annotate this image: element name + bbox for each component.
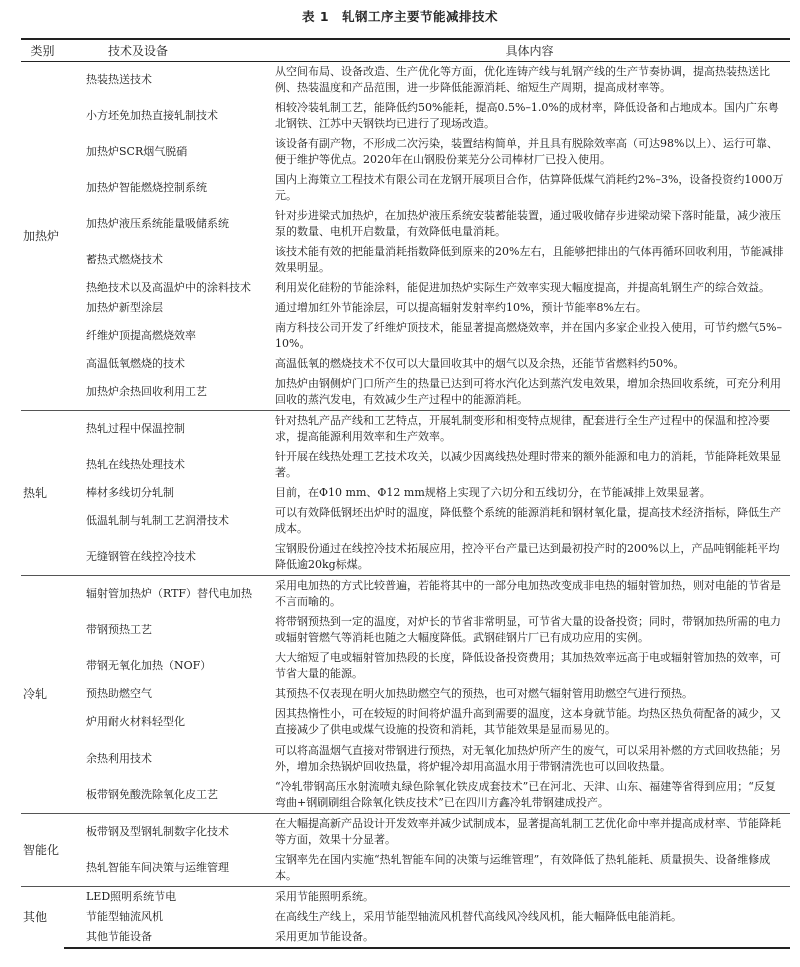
technology-cell: 其他节能设备 <box>64 927 269 948</box>
table-row <box>21 612 790 648</box>
content-cell: 将带钢预热到一定的温度，对炉长的节省非常明显，可节省大量的设备投资；同时，带钢加热所需的电力或辐射管燃气等消耗也随之大幅度降低。武钢硅钢片厂已有成功应用的实例。 <box>275 614 781 644</box>
table-row <box>21 777 790 814</box>
technology-cell: 热轧在线热处理技术 <box>86 457 185 471</box>
table-row <box>21 354 790 374</box>
content-cell: 针对热轧产品产线和工艺特点，开展轧制变形和相变特点规律，配套进行全生产过程中的保温和控冷要求，提高能源利用效率和生产效率。 <box>269 410 790 447</box>
content-cell: 加热炉由钢侧炉门口所产生的热量已达到可将水汽化达到蒸汽发电效果，增加余热回收系统，可充分利用回收的蒸汽发电，有效减少生产过程中的能源消耗。 <box>275 376 781 406</box>
technology-cell: 热绝技术以及高温炉中的涂料技术 <box>86 280 251 294</box>
technology-cell: 小方坯免加热直接轧制技术 <box>86 108 218 122</box>
content-cell: 国内上海策立工程技术有限公司在龙钢开展项目合作，估算降低煤气消耗约2%–3%，设备投资约1000万元。 <box>275 172 784 202</box>
table-row <box>21 907 790 927</box>
table-row <box>21 298 790 318</box>
content-cell: 从空间布局、设备改造、生产优化等方面，优化连铸产线与轧钢产线的生产节奏协调，提高热装热送比例、热装温度和产品范围，进一步降低能源消耗、缩短生产周期，提高成材率等。 <box>275 64 770 94</box>
technology-cell: 预热助燃空气 <box>86 686 152 700</box>
content-cell: 采用更加节能设备。 <box>269 927 790 948</box>
table-row <box>21 704 790 741</box>
table-row <box>21 539 790 576</box>
content-cell: 相较冷装轧制工艺，能降低约50%能耗，提高0.5%–1.0%的成材率，降低设备和占地成本。国内广东粤北钢铁、江苏中天钢铁均已进行了现场改造。 <box>275 100 779 130</box>
technology-cell: 炉用耐火材料轻型化 <box>86 715 185 728</box>
technology-cell: 棒材多线切分轧制 <box>86 485 174 499</box>
table-row <box>21 410 790 447</box>
category-cell: 冷轧 <box>21 575 64 813</box>
table-row <box>21 684 790 704</box>
technology-cell: 带钢预热工艺 <box>86 622 152 636</box>
technology-cell: 热装热送技术 <box>86 72 152 86</box>
technology-cell: 无缝钢管在线控冷技术 <box>86 549 196 563</box>
table-caption: 表 1 轧钢工序主要节能减排技术 <box>301 9 499 24</box>
table-row <box>21 318 790 354</box>
table-body <box>21 61 790 948</box>
technology-cell: 板带钢免酸洗除氧化皮工艺 <box>86 787 218 801</box>
table-row <box>21 447 790 483</box>
content-cell: 可以有效降低钢坯出炉时的温度，降低整个系统的能源消耗和钢材氧化量，提高技术经济指标，降低生产成本。 <box>275 505 781 535</box>
technology-cell: 热轧过程中保温控制 <box>64 410 269 447</box>
category-cell: 其他 <box>21 886 64 948</box>
table-row <box>21 61 790 98</box>
content-cell: 该设备有副产物，不形成二次污染，装置结构简单，并且具有脱除效率高（可达98%以上）、运行可靠、便于维护等优点。2020年在山钢股份莱芜分公司棒材厂已投入使用。 <box>275 136 778 166</box>
content-cell: 针对步进梁式加热炉，在加热炉液压系统安装蓄能装置，通过吸收储存步进梁动梁下落时能量，减少液压泵的数量、电机开启数量，有效降低电量消耗。 <box>275 208 781 238</box>
technology-cell: 余热利用技术 <box>86 751 152 765</box>
content-cell: 宝钢股份通过在线控冷技术拓展应用，控冷平台产量已达到最初投产时的200%以上，产品吨钢能耗平均降低逾20kg标煤。 <box>275 541 780 571</box>
category-cell: 智能化 <box>21 813 64 886</box>
technology-cell: 辐射管加热炉（RTF）替代电加热 <box>64 575 269 612</box>
content-cell: 其预热不仅表现在明火加热助燃空气的预热，也可对燃气辐射管用助燃空气进行预热。 <box>275 686 693 700</box>
table-row <box>21 503 790 539</box>
technology-cell: 低温轧制与轧制工艺润滑技术 <box>86 513 229 527</box>
header-category: 类别 <box>21 39 64 61</box>
technology-cell: 热轧智能车间决策与运维管理 <box>86 860 229 874</box>
table-header <box>21 39 790 61</box>
content-cell: 针开展在线热处理工艺技术攻关，以减少因离线热处理时带来的额外能源和电力的消耗，节能降耗效果显著。 <box>275 449 781 479</box>
table-row <box>21 813 790 850</box>
table-row <box>21 648 790 684</box>
energy-saving-table <box>21 38 790 949</box>
content-cell: 通过增加红外节能涂层，可以提高辐射发射率约10%，预计节能率8%左右。 <box>275 300 647 314</box>
table-row <box>21 927 790 948</box>
content-cell: 宝钢率先在国内实施“热轧智能车间的决策与运维管理”，有效降低了热轧能耗、质量损失、设备维修成本。 <box>275 852 771 882</box>
technology-cell: 加热炉液压系统能量吸储系统 <box>86 216 229 230</box>
content-cell: 在高线生产线上，采用节能型轴流风机替代高线风冷线风机，能大幅降低电能消耗。 <box>275 909 682 923</box>
technology-cell: 板带钢及型钢轧制数字化技术 <box>64 813 269 850</box>
content-cell: 可以将高温烟气直接对带钢进行预热，对无氧化加热炉所产生的废气，可以采用补燃的方式回收热能；另外，增加余热锅炉回收热量，将炉辊冷却用高温水用于带钢清洗也可以回收热量。 <box>275 743 781 773</box>
content-cell: 大大缩短了电或辐射管加热段的长度，降低设备投资费用；其加热效率远高于电或辐射管加热的效率，可节省大量的能源。 <box>275 650 781 680</box>
table-row <box>21 483 790 503</box>
content-cell: 该技术能有效的把能量消耗指数降低到原来的20%左右，且能够把排出的气体再循环回收利用，节能减排效果明显。 <box>275 244 784 274</box>
technology-cell: 加热炉智能燃烧控制系统 <box>86 180 207 194</box>
table-row <box>21 134 790 170</box>
technology-cell: 加热炉新型涂层 <box>86 300 163 314</box>
technology-cell: 高温低氧燃烧的技术 <box>86 356 185 370</box>
header-content: 具体内容 <box>269 39 790 61</box>
technology-cell: 加热炉SCR烟气脱硝 <box>86 144 188 158</box>
table-row <box>21 374 790 411</box>
content-cell: 利用炭化硅粉的节能涂料，能促进加热炉实际生产效率实现大幅度提高，并提高轧钢生产的综合效益。 <box>275 280 770 294</box>
content-cell: 在大幅提高新产品设计开发效率并减少试制成本，显著提高轧制工艺优化命中率并提高成材率、节能降耗等方面，效果十分显著。 <box>269 813 790 850</box>
content-cell: 高温低氧的燃烧技术不仅可以大量回收其中的烟气以及余热，还能节省燃料约50%。 <box>275 356 685 370</box>
content-cell: 南方科技公司开发了纤维炉顶技术，能显著提高燃烧效率，并在国内多家企业投入使用，可节约燃气5%–10%。 <box>275 320 782 350</box>
content-cell: 因其热惰性小，可在较短的时间将炉温升高到需要的温度，这本身就节能。均热区热负荷配备的减少，又直接减少了供电或煤气设施的投资和消耗，其节能效果是显而易见的。 <box>275 707 781 736</box>
table-row <box>21 242 790 278</box>
content-cell: 采用电加热的方式比较普遍，若能将其中的一部分电加热改变成非电热的辐射管加热，则对电能的节省是不言而喻的。 <box>269 575 790 612</box>
table-row <box>21 278 790 298</box>
category-cell: 热轧 <box>21 410 64 575</box>
content-cell: 采用节能照明系统。 <box>269 886 790 907</box>
technology-cell: 蓄热式燃烧技术 <box>86 252 163 266</box>
technology-cell: LED照明系统节电 <box>64 886 269 907</box>
technology-cell: 节能型轴流风机 <box>86 909 163 923</box>
table-row <box>21 206 790 242</box>
technology-cell: 纤维炉顶提高燃烧效率 <box>86 328 196 342</box>
table-row <box>21 170 790 206</box>
table-row <box>21 98 790 134</box>
technology-cell: 带钢无氧化加热（NOF） <box>86 658 212 672</box>
category-cell: 加热炉 <box>23 228 60 243</box>
header-technology: 技术及设备 <box>64 39 269 61</box>
content-cell: “冷轧带钢高压水射流喷丸绿色除氧化铁皮成套技术”已在河北、天津、山东、福建等省得到应用；“反复弯曲+钢刷刷组合除氧化铁皮技术”已在四川方鑫冷轧带钢建成投产。 <box>275 779 776 809</box>
table-row <box>21 741 790 777</box>
table-row <box>21 575 790 612</box>
content-cell: 目前，在Φ10 mm、Φ12 mm规格上实现了六切分和五线切分，在节能减排上效果显著。 <box>275 485 711 499</box>
technology-cell: 加热炉余热回收利用工艺 <box>86 384 207 398</box>
table-row <box>21 886 790 907</box>
table-row <box>21 850 790 887</box>
